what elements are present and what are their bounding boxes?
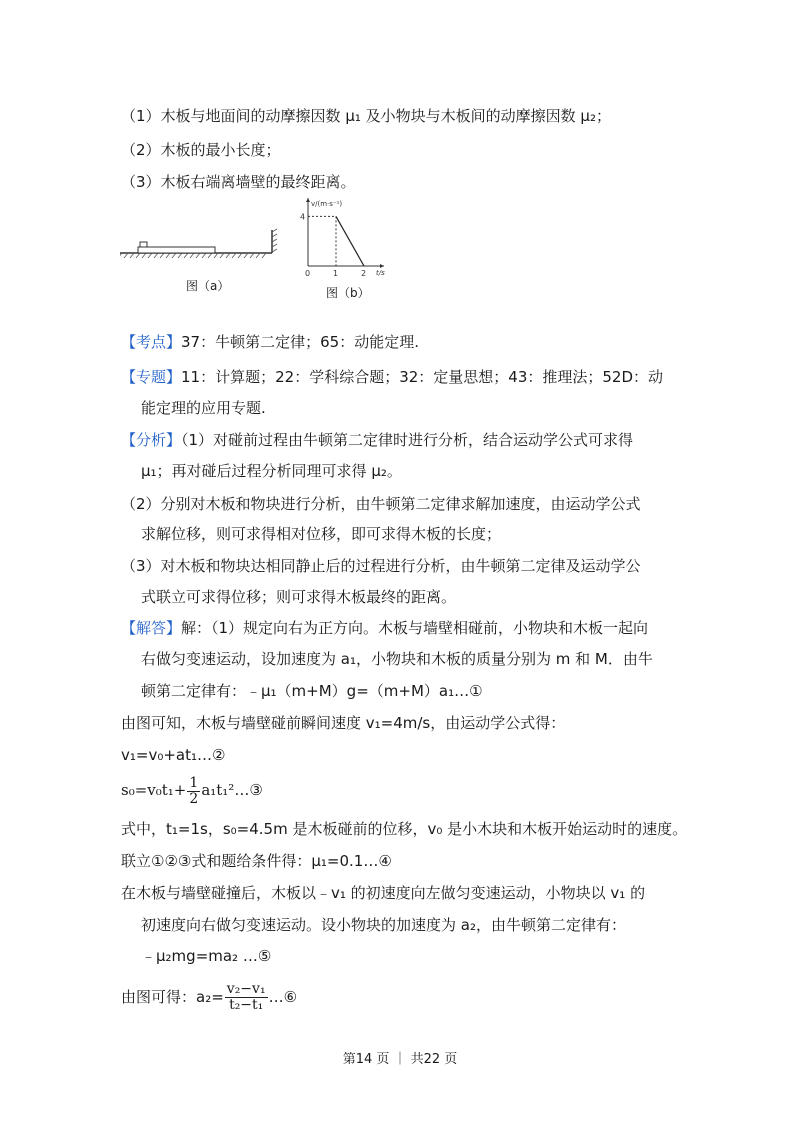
eq6-right: …⑥: [268, 988, 298, 1006]
eq3-denominator: 2: [189, 790, 199, 807]
eq6-fraction: [225, 982, 268, 1013]
fenxi-text-3: （2）分别对木板和物块进行分析，由牛顿第二定律求解加速度，由运动学公式: [121, 495, 641, 513]
kaodian-text: 37：牛顿第二定律；65：动能定理.: [181, 333, 419, 351]
jieda-text-1: 解：（1）规定向右为正方向。木板与墙壁相碰前，小物块和木板一起向: [181, 619, 649, 637]
fenxi-text-6: 式联立可求得位移；则可求得木板最终的距离。: [141, 588, 457, 606]
x-axis-label: t/s: [376, 269, 385, 277]
eq3-left: s₀=v₀t₁+: [121, 781, 187, 799]
x-axis-arrow: [380, 264, 384, 268]
series-line-segment: [336, 216, 364, 266]
eq3-fraction: [187, 776, 200, 807]
eq6-numerator: v₂−v₁: [226, 981, 266, 997]
jieda-text-4: 由图可知，木板与墙壁碰前瞬间速度 v₁=4m/s，由运动学公式得：: [121, 714, 566, 732]
caption-b: 图（b）: [326, 286, 370, 300]
eq3-numerator: 1: [189, 774, 199, 791]
jieda-eq-3: [121, 773, 263, 807]
fenxi-text-4: 求解位移，则可求得相对位移，即可求得木板的长度；: [141, 525, 502, 543]
kaodian-line: [121, 332, 419, 352]
figure-b-chart: [294, 194, 394, 284]
page-footer: 第14 页 ｜ 共22 页: [342, 1052, 458, 1067]
jieda-text-3: 顿第二定律有：﹣μ₁（m+M）g=（m+M）a₁…①: [141, 682, 483, 700]
jieda-text-2: 右做匀变速运动，设加速度为 a₁，小物块和木板的质量分别为 m 和 M．由牛: [141, 650, 653, 668]
jieda-text-7: 联立①②③式和题给条件得：μ₁=0.1…④: [121, 852, 392, 870]
kaodian-tag: 【考点】: [121, 333, 182, 351]
jieda-eq-2: v₁=v₀+at₁…②: [121, 746, 226, 764]
jieda-line-1: [121, 618, 648, 638]
fenxi-line-1: [121, 430, 633, 450]
y-axis-arrow: [306, 198, 310, 202]
fenxi-text-1: （1）对碰前过程由牛顿第二定律时进行分析，结合运动学公式可求得: [181, 431, 634, 449]
jieda-eq-6: [121, 977, 297, 1017]
jieda-text-6: 式中，t₁=1s，s₀=4.5m 是木板碰前的位移，v₀ 是小木块和木板开始运动时的速度。: [121, 820, 688, 838]
jieda-text-9: 初速度向右做匀变速运动。设小物块的加速度为 a₂，由牛顿第二定律有：: [141, 916, 626, 934]
zhuanti-text-1: 11：计算题；22：学科综合题；32：定量思想；43：推理法；52D：动: [181, 368, 664, 386]
fenxi-text-5: （3）对木板和物块达相同静止后的过程进行分析，由牛顿第二定律及运动学公: [121, 557, 641, 575]
y-axis-label: v/(m·s⁻¹): [311, 200, 343, 208]
fenxi-text-2: μ₁；再对碰后过程分析同理可求得 μ₂。: [141, 462, 402, 480]
jieda-eq-5: ﹣μ₂mg=ma₂ …⑤: [141, 947, 272, 965]
x-tick-2: 2: [361, 269, 367, 278]
jieda-text-8: 在木板与墙壁碰撞后，木板以﹣v₁ 的初速度向左做匀变速运动，小物块以 v₁ 的: [121, 884, 646, 902]
jieda-tag: 【解答】: [121, 619, 182, 637]
x-tick-1: 1: [333, 269, 339, 278]
question-2: （2）木板的最小长度；: [121, 141, 281, 159]
y-tick-4: 4: [300, 212, 306, 222]
zhuanti-line-1: [121, 367, 663, 387]
zhuanti-text-2: 能定理的应用专题.: [141, 399, 266, 417]
eq3-right: a₁t₁²…③: [201, 781, 263, 799]
question-1: （1）木板与地面间的动摩擦因数 μ₁ 及小物块与木板间的动摩擦因数 μ₂；: [121, 107, 611, 125]
zhuanti-tag: 【专题】: [121, 368, 182, 386]
eq6-left: 由图可得：a₂=: [121, 988, 224, 1006]
question-3: （3）木板右端离墙壁的最终距离。: [121, 173, 356, 191]
caption-a: 图（a）: [186, 279, 230, 293]
eq6-denominator: t₂−t₁: [229, 997, 264, 1013]
fenxi-tag: 【分析】: [121, 431, 182, 449]
x-tick-0: 0: [305, 269, 311, 278]
